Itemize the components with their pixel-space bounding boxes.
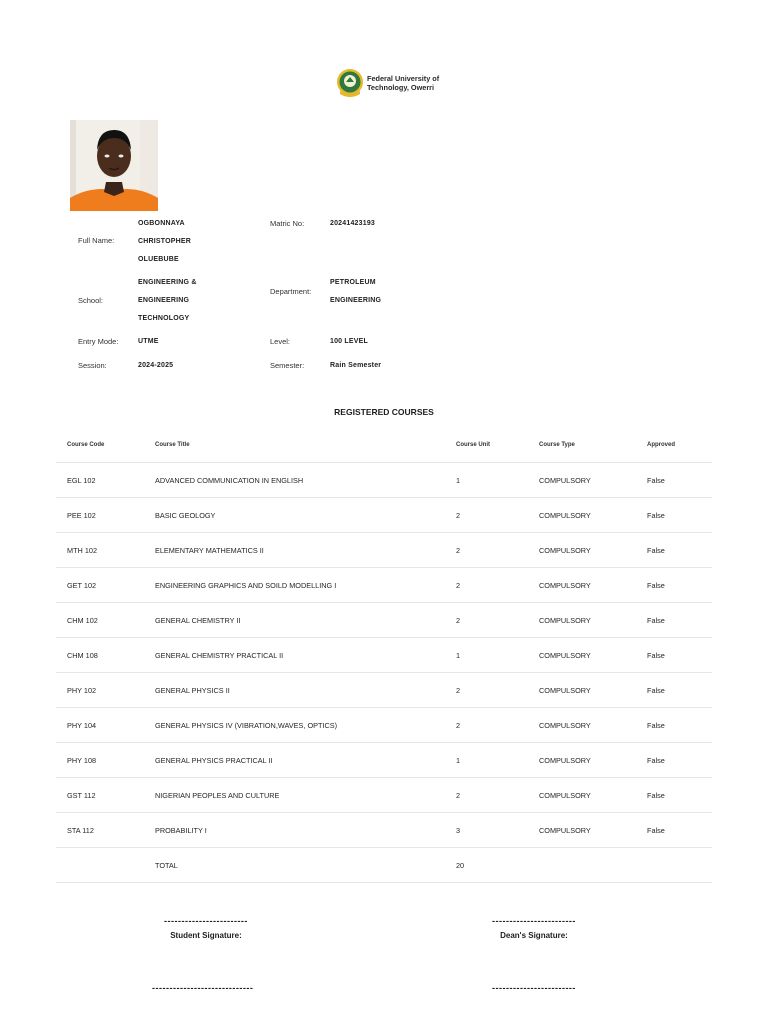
- university-seal-icon: [336, 68, 364, 98]
- dean-signature-block: [492, 916, 576, 940]
- approved-status-cell: False: [647, 511, 665, 520]
- course-unit-cell: 1: [456, 476, 461, 485]
- course-title-cell: ADVANCED COMMUNICATION IN ENGLISH: [155, 476, 304, 485]
- course-unit-cell: 2: [456, 791, 461, 800]
- semester-value: [330, 357, 381, 375]
- course-unit-cell: 2: [456, 616, 461, 625]
- approved-status-cell: False: [647, 791, 665, 800]
- course-code-cell: GET 102: [67, 581, 97, 590]
- university-logo: [336, 66, 446, 100]
- course-type-cell: COMPULSORY: [539, 511, 591, 520]
- course-unit-cell: 2: [456, 511, 461, 520]
- full-name-line: OGBONNAYA: [138, 220, 185, 227]
- school-value: [138, 274, 197, 328]
- registered-courses-title: REGISTERED COURSES: [334, 407, 434, 417]
- approved-status-cell: False: [647, 581, 665, 590]
- table-row: [56, 568, 712, 603]
- table-row: [56, 638, 712, 673]
- matric-value: [330, 215, 375, 233]
- student-signature-block: [164, 916, 248, 940]
- full-name-line: OLUEBUBE: [138, 256, 179, 263]
- header-course-title: Course Title: [155, 442, 190, 448]
- session-text: 2024-2025: [138, 362, 174, 369]
- course-unit-cell: 3: [456, 826, 461, 835]
- approved-status-cell: False: [647, 546, 665, 555]
- course-title-cell: ELEMENTARY MATHEMATICS II: [155, 546, 264, 555]
- course-type-cell: COMPULSORY: [539, 791, 591, 800]
- student-signature-line: ------------------------: [164, 916, 248, 926]
- course-type-cell: COMPULSORY: [539, 476, 591, 485]
- course-type-cell: COMPULSORY: [539, 721, 591, 730]
- dean-signature-label: Dean's Signature:: [500, 931, 568, 940]
- matric-label: Matric No:: [270, 219, 305, 228]
- course-code-cell: MTH 102: [67, 546, 98, 555]
- header-course-code: Course Code: [67, 442, 105, 448]
- table-row: [56, 708, 712, 743]
- table-total-row: [56, 848, 712, 883]
- approved-status-cell: False: [647, 686, 665, 695]
- table-row: [56, 498, 712, 533]
- course-title-cell: GENERAL CHEMISTRY II: [155, 616, 241, 625]
- course-type-cell: COMPULSORY: [539, 581, 591, 590]
- course-code-cell: CHM 102: [67, 616, 98, 625]
- total-units: 20: [456, 861, 465, 870]
- course-unit-cell: 1: [456, 756, 461, 765]
- course-title-cell: GENERAL PHYSICS IV (VIBRATION,WAVES, OPTICS): [155, 721, 338, 730]
- student-photo: [70, 120, 158, 211]
- course-unit-cell: 1: [456, 651, 461, 660]
- school-line: ENGINEERING: [138, 297, 190, 304]
- level-value: [330, 333, 368, 351]
- course-title-cell: GENERAL PHYSICS II: [155, 686, 230, 695]
- department-line: ENGINEERING: [330, 297, 382, 304]
- dean-signature-line: ------------------------: [492, 916, 576, 926]
- full-name-line: CHRISTOPHER: [138, 238, 192, 245]
- course-unit-cell: 2: [456, 686, 461, 695]
- course-title-cell: ENGINEERING GRAPHICS AND SOILD MODELLING I: [155, 581, 337, 590]
- header-course-type: Course Type: [539, 442, 575, 448]
- course-type-cell: COMPULSORY: [539, 616, 591, 625]
- approved-status-cell: False: [647, 826, 665, 835]
- course-type-cell: COMPULSORY: [539, 651, 591, 660]
- course-unit-cell: 2: [456, 546, 461, 555]
- course-title-cell: GENERAL PHYSICS PRACTICAL II: [155, 756, 273, 765]
- department-label: Department:: [270, 287, 312, 296]
- full-name-label: Full Name:: [78, 236, 115, 245]
- course-type-cell: COMPULSORY: [539, 546, 591, 555]
- course-code-cell: GST 112: [67, 791, 96, 800]
- table-row: [56, 743, 712, 778]
- course-code-cell: EGL 102: [67, 476, 96, 485]
- school-line: ENGINEERING &: [138, 279, 197, 286]
- course-code-cell: STA 112: [67, 826, 94, 835]
- table-header-row: [56, 428, 712, 463]
- table-row: [56, 813, 712, 848]
- approved-status-cell: False: [647, 721, 665, 730]
- approved-status-cell: False: [647, 651, 665, 660]
- course-code-cell: PHY 104: [67, 721, 97, 730]
- total-label: TOTAL: [155, 861, 178, 870]
- course-code-cell: PEE 102: [67, 511, 96, 520]
- course-type-cell: COMPULSORY: [539, 756, 591, 765]
- university-name-line1: Federal University of: [367, 74, 440, 83]
- school-label: School:: [78, 296, 104, 305]
- course-code-cell: PHY 108: [67, 756, 97, 765]
- course-code-cell: PHY 102: [67, 686, 97, 695]
- session-label: Session:: [78, 361, 107, 370]
- course-title-cell: PROBABILITY I: [155, 826, 207, 835]
- level-text: 100 LEVEL: [330, 338, 368, 345]
- approved-status-cell: False: [647, 476, 665, 485]
- university-name-line2: Technology, Owerri: [367, 83, 435, 92]
- student-signature-label: Student Signature:: [170, 931, 242, 940]
- course-type-cell: COMPULSORY: [539, 826, 591, 835]
- table-row: [56, 533, 712, 568]
- approved-status-cell: False: [647, 616, 665, 625]
- table-row: [56, 778, 712, 813]
- course-code-cell: CHM 108: [67, 651, 98, 660]
- course-unit-cell: 2: [456, 721, 461, 730]
- department-value: [330, 274, 381, 310]
- entry-mode-value: [138, 333, 159, 351]
- course-title-cell: GENERAL CHEMISTRY PRACTICAL II: [155, 651, 284, 660]
- semester-text: Rain Semester: [330, 362, 382, 369]
- department-line: PETROLEUM: [330, 279, 376, 286]
- school-line: TECHNOLOGY: [138, 315, 190, 322]
- course-title-cell: NIGERIAN PEOPLES AND CULTURE: [155, 791, 280, 800]
- entry-mode-label: Entry Mode:: [78, 337, 119, 346]
- bottom-right-signature-line: ------------------------: [492, 983, 576, 993]
- level-label: Level:: [270, 337, 291, 346]
- header-course-unit: Course Unit: [456, 442, 491, 448]
- bottom-left-signature-line: -----------------------------: [152, 983, 254, 993]
- semester-label: Semester:: [270, 361, 305, 370]
- matric-number: 20241423193: [330, 220, 376, 227]
- course-title-cell: BASIC GEOLOGY: [155, 511, 216, 520]
- courses-table: [56, 428, 712, 883]
- session-value: [138, 357, 173, 375]
- approved-status-cell: False: [647, 756, 665, 765]
- full-name-value: [138, 215, 191, 269]
- course-type-cell: COMPULSORY: [539, 686, 591, 695]
- course-unit-cell: 2: [456, 581, 461, 590]
- header-approved: Approved: [647, 442, 676, 448]
- table-row: [56, 603, 712, 638]
- table-row: [56, 463, 712, 498]
- table-row: [56, 673, 712, 708]
- entry-mode-text: UTME: [138, 338, 159, 345]
